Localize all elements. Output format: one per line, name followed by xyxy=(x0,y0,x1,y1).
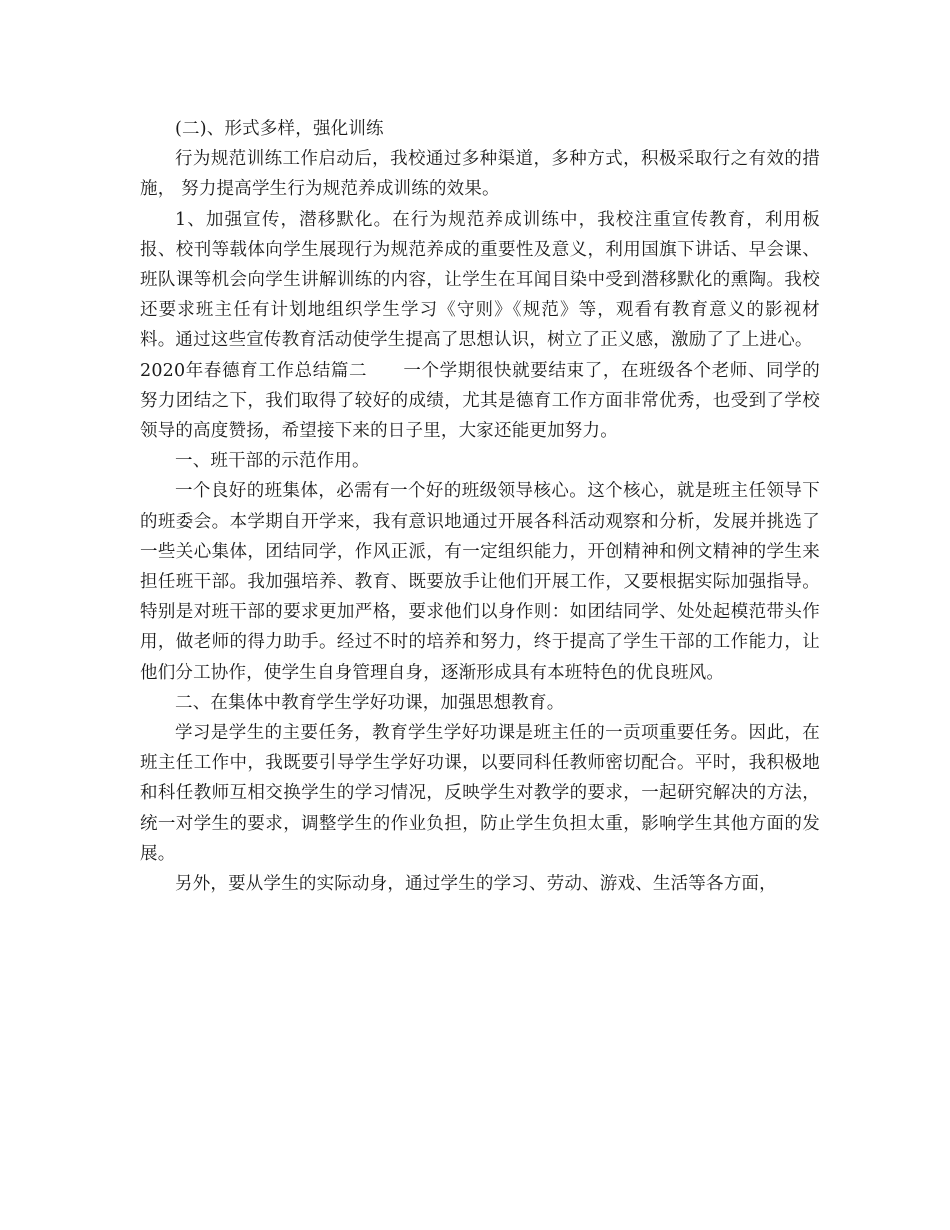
section-heading: (二)、形式多样，强化训练 xyxy=(175,119,384,139)
document-body xyxy=(140,114,820,899)
section-heading: 一、班干部的示范作用。 xyxy=(175,451,370,472)
paragraph: 一个良好的班集体，必需有一个好的班级领导核心。这个核心，就是班主任领导下的班委会。本学期自开学来，我有意识地通过开展各科活动观察和分析，发展并挑选了一些关心集体，团结同学，作风正派，有一定组织能力，开创精神和例文精神的学生来担任班干部。我加强培养、教育、既要放手让他们开展工作，又要根据实际加强指导。特别是对班干部的要求更加严格，要求他们以身作则：如团结同学、处处起模范带头作用，做老师的得力助手。经过不时的培养和努力，终于提高了学生干部的工作能力，让他们分工协作，使学生自身管理自身，逐渐形成具有本班特色的优良班风。 xyxy=(140,481,820,683)
paragraph: 1、加强宣传，潜移默化。在行为规范养成训练中，我校注重宣传教育，利用板报、校刊等载体向学生展现行为规范养成的重要性及意义，利用国旗下讲话、早会课、班队课等机会向学生讲解训练的内容，让学生在耳闻目染中受到潜移默化的熏陶。我校还要求班主任有计划地组织学生学习《守则》《规范》等，观看有教育意义的影视材料。通过这些宣传教育活动使学生提高了思想认识，树立了正义感，激励了了上进心。 xyxy=(140,209,820,351)
section-heading: 二、在集体中教育学生学好功课，加强思想教育。 xyxy=(175,692,565,713)
paragraph: 另外，要从学生的实际动身，通过学生的学习、劳动、游戏、生活等各方面， xyxy=(175,874,777,895)
paragraph-title-line: 2020年春德育工作总结篇二 一个学期很快就要结束了，在班级各个老师、同学的努力团结之下，我们取得了较好的成绩，尤其是德育工作方面非常优秀，也受到了学校领导的高度赞扬，希望接下来的日子里，大家还能更加努力。 xyxy=(140,360,820,442)
paragraph: 行为规范训练工作启动后，我校通过多种渠道，多种方式，积极采取行之有效的措施， 努力提高学生行为规范养成训练的效果。 xyxy=(140,149,820,200)
paragraph: 学习是学生的主要任务，教育学生学好功课是班主任的一贡项重要任务。因此，在班主任工作中，我既要引导学生学好功课，以要同科任教师密切配合。平时，我积极地和科任教师互相交换学生的学习情况，反映学生对教学的要求，一起研究解决的方法，统一对学生的要求，调整学生的作业负担，防止学生负担太重，影响学生其他方面的发展。 xyxy=(140,723,820,864)
